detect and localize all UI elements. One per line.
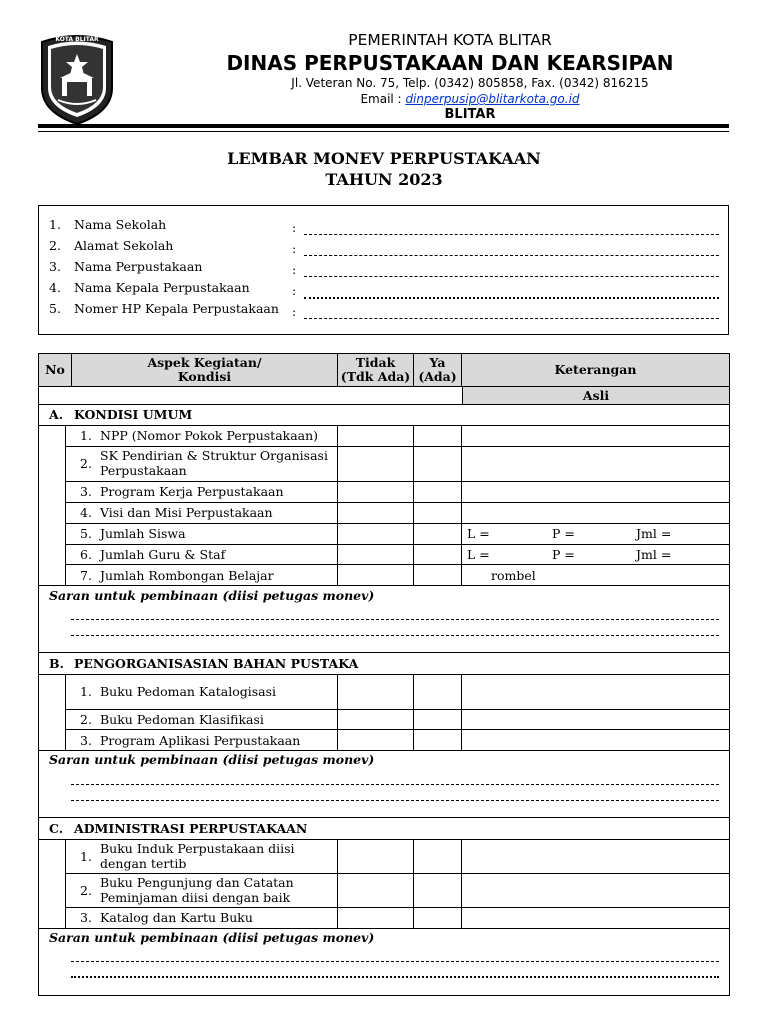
item-number: 5. xyxy=(80,526,92,541)
col-divider xyxy=(461,674,462,750)
identity-row xyxy=(39,217,730,237)
identity-label: Nomer HP Kepala Perpustakaan xyxy=(74,301,279,316)
letterhead-rule-thin xyxy=(38,131,729,132)
section-b-letter: B. xyxy=(49,656,64,671)
row-divider xyxy=(65,544,729,545)
row-divider xyxy=(65,564,729,565)
header-ya: Ya (Ada) xyxy=(414,354,462,387)
item-number: 1. xyxy=(80,684,92,699)
note-total: Jml = xyxy=(636,526,672,541)
note-male: L = xyxy=(467,526,490,541)
item-label: Buku Pedoman Katalogisasi xyxy=(100,684,277,699)
identity-colon: : xyxy=(292,241,297,256)
row-divider xyxy=(39,585,729,586)
row-divider xyxy=(65,729,729,730)
col-divider xyxy=(65,674,66,750)
item-label: Jumlah Siswa xyxy=(100,526,186,541)
item-number: 6. xyxy=(80,547,92,562)
fill-in-line[interactable] xyxy=(304,255,719,256)
item-number: 1. xyxy=(80,849,92,864)
monev-form-table xyxy=(38,353,730,996)
col-divider xyxy=(337,839,338,928)
item-label: Program Kerja Perpustakaan xyxy=(100,484,284,499)
fill-in-line[interactable] xyxy=(304,276,719,277)
item-number: 7. xyxy=(80,568,92,583)
row-divider xyxy=(39,674,729,675)
col-divider xyxy=(337,425,338,585)
item-label: Katalog dan Kartu Buku xyxy=(100,910,253,925)
row-divider xyxy=(39,652,729,653)
identity-label: Nama Perpustakaan xyxy=(74,259,203,274)
identity-row xyxy=(39,238,730,258)
identity-number: 3. xyxy=(49,259,61,274)
row-divider xyxy=(65,481,729,482)
document-year: TAHUN 2023 xyxy=(325,170,443,189)
col-divider xyxy=(413,425,414,585)
item-number: 2. xyxy=(80,712,92,727)
identity-row xyxy=(39,280,730,300)
identity-number: 4. xyxy=(49,280,61,295)
item-number: 4. xyxy=(80,505,92,520)
office-name: DINAS PERPUSTAKAAN DAN KEARSIPAN xyxy=(226,51,674,75)
identity-label: Nama Kepala Perpustakaan xyxy=(74,280,250,295)
note-male: L = xyxy=(467,547,490,562)
note-female: P = xyxy=(552,547,575,562)
svg-text:KOTA BLITAR: KOTA BLITAR xyxy=(55,36,99,43)
saran-line[interactable] xyxy=(71,961,719,962)
col-divider xyxy=(413,674,414,750)
col-divider xyxy=(413,839,414,928)
identity-number: 5. xyxy=(49,301,61,316)
identity-colon: : xyxy=(292,220,297,235)
row-divider xyxy=(39,839,729,840)
row-divider xyxy=(39,750,729,751)
item-label: SK Pendirian & Struktur Organisasi Perpustakaan xyxy=(100,448,328,478)
col-divider xyxy=(65,839,66,928)
identity-label: Alamat Sekolah xyxy=(74,238,174,253)
item-label: Buku Pengunjung dan Catatan Peminjaman diisi dengan baik xyxy=(100,875,294,905)
item-number: 2. xyxy=(80,456,92,471)
saran-label: Saran untuk pembinaan (diisi petugas monev) xyxy=(49,752,375,767)
identity-label: Nama Sekolah xyxy=(74,217,167,232)
identity-number: 2. xyxy=(49,238,61,253)
item-label: Program Aplikasi Perpustakaan xyxy=(100,733,301,748)
office-email-line xyxy=(200,92,740,106)
row-divider xyxy=(39,425,729,426)
item-label: Buku Pedoman Klasifikasi xyxy=(100,712,264,727)
email-link[interactable]: dinperpusip@blitarkota.go.id xyxy=(405,92,580,106)
office-city: BLITAR xyxy=(444,107,496,122)
saran-line[interactable] xyxy=(71,784,719,785)
saran-line[interactable] xyxy=(71,800,719,801)
identity-number: 1. xyxy=(49,217,61,232)
note-female: P = xyxy=(552,526,575,541)
document-title: LEMBAR MONEV PERPUSTAKAAN xyxy=(227,149,541,168)
row-divider xyxy=(65,446,729,447)
item-number: 3. xyxy=(80,910,92,925)
col-divider xyxy=(337,674,338,750)
note-rombel: rombel xyxy=(491,568,536,583)
fill-in-line[interactable] xyxy=(304,318,719,319)
item-label: Jumlah Rombongan Belajar xyxy=(100,568,274,583)
row-divider xyxy=(39,404,729,405)
item-label: NPP (Nomor Pokok Perpustakaan) xyxy=(100,428,319,443)
header-asli: Asli xyxy=(462,387,729,404)
row-divider xyxy=(65,709,729,710)
row-divider xyxy=(65,502,729,503)
section-a-letter: A. xyxy=(49,407,64,422)
item-label: Visi dan Misi Perpustakaan xyxy=(100,505,273,520)
saran-line[interactable] xyxy=(71,976,719,978)
item-number: 3. xyxy=(80,733,92,748)
section-b-title: PENGORGANISASIAN BAHAN PUSTAKA xyxy=(74,656,359,671)
school-identity-box xyxy=(38,205,729,335)
section-c-letter: C. xyxy=(49,821,64,836)
item-number: 1. xyxy=(80,428,92,443)
item-label: Jumlah Guru & Staf xyxy=(100,547,226,562)
item-number: 2. xyxy=(80,883,92,898)
office-address: Jl. Veteran No. 75, Telp. (0342) 805858, Fax. (0342) 816215 xyxy=(291,76,649,90)
row-divider xyxy=(39,817,729,818)
row-divider xyxy=(39,928,729,929)
note-total: Jml = xyxy=(636,547,672,562)
fill-in-line[interactable] xyxy=(304,297,719,299)
col-divider xyxy=(461,425,462,585)
saran-label: Saran untuk pembinaan (diisi petugas monev) xyxy=(49,930,375,945)
email-label: Email : xyxy=(360,92,402,106)
col-divider xyxy=(461,839,462,928)
fill-in-line[interactable] xyxy=(304,234,719,235)
item-number: 3. xyxy=(80,484,92,499)
header-no: No xyxy=(39,354,72,387)
identity-colon: : xyxy=(292,304,297,319)
letterhead-rule-thick xyxy=(38,124,729,128)
saran-line[interactable] xyxy=(71,619,719,620)
identity-row xyxy=(39,301,730,321)
identity-colon: : xyxy=(292,283,297,298)
header-keterangan: Keterangan xyxy=(462,354,729,387)
section-a-title: KONDISI UMUM xyxy=(74,407,193,422)
saran-label: Saran untuk pembinaan (diisi petugas monev) xyxy=(49,588,375,603)
identity-row xyxy=(39,259,730,279)
row-divider xyxy=(65,873,729,874)
identity-colon: : xyxy=(292,262,297,277)
item-label: Buku Induk Perpustakaan diisi dengan tertib xyxy=(100,841,295,871)
header-aspek: Aspek Kegiatan/ Kondisi xyxy=(72,354,338,387)
saran-line[interactable] xyxy=(71,635,719,636)
kota-blitar-emblem xyxy=(36,30,118,126)
header-tidak: Tidak (Tdk Ada) xyxy=(338,354,414,387)
government-name: PEMERINTAH KOTA BLITAR xyxy=(348,31,552,49)
section-c-title: ADMINISTRASI PERPUSTAKAAN xyxy=(74,821,308,836)
row-divider xyxy=(65,907,729,908)
row-divider xyxy=(65,523,729,524)
col-divider xyxy=(65,425,66,585)
